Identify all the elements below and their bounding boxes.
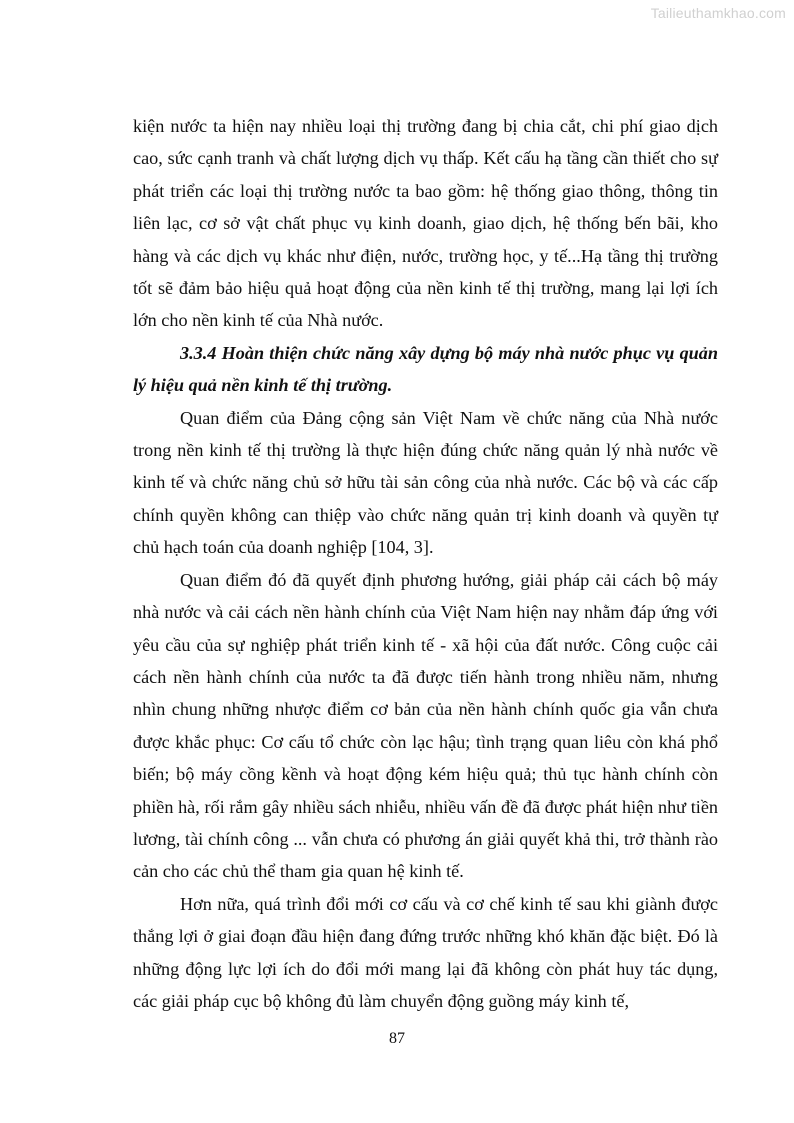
document-body xyxy=(133,110,718,1017)
paragraph-party-viewpoint: Quan điểm của Đảng cộng sản Việt Nam về chức năng của Nhà nước trong nền kinh tế thị trường là thực hiện đúng chức năng quản lý nhà nước về kinh tế và chức năng chủ sở hữu tài sản công của nhà nước. Các bộ và các cấp chính quyền không can thiệp vào chức năng quản trị kinh doanh và quyền tự chủ hạch toán của doanh nghiệp [104, 3]. xyxy=(133,407,718,558)
section-heading: 3.3.4 Hoàn thiện chức năng xây dựng bộ máy nhà nước phục vụ quản lý hiệu quả nền kinh tế thị trường. xyxy=(133,342,718,396)
watermark-text: Tailieuthamkhao.com xyxy=(650,5,786,21)
paragraph-continuation: kiện nước ta hiện nay nhiều loại thị trường đang bị chia cắt, chi phí giao dịch cao, sức cạnh tranh và chất lượng dịch vụ thấp. Kết cấu hạ tầng cần thiết cho sự phát triển các loại thị trường nước ta bao gồm: hệ thống giao thông, thông tin liên lạc, cơ sở vật chất phục vụ kinh doanh, giao dịch, hệ thống bến bãi, kho hàng và các dịch vụ khác như điện, nước, trường học, y tế...Hạ tầng thị trường tốt sẽ đảm bảo hiệu quả hoạt động của nền kinh tế thị trường, mang lại lợi ích lớn cho nền kinh tế của Nhà nước. xyxy=(133,116,718,331)
page-number: 87 xyxy=(389,1030,405,1047)
paragraph-further-difficulties: Hơn nữa, quá trình đổi mới cơ cấu và cơ chế kinh tế sau khi giành được thắng lợi ở giai đoạn đầu hiện đang đứng trước những khó khăn đặc biệt. Đó là những động lực lợi ích do đổi mới mang lại đã không còn phát huy tác dụng, các giải pháp cục bộ không đủ làm chuyển động guồng máy kinh tế, xyxy=(133,893,718,1011)
paragraph-reform-direction: Quan điểm đó đã quyết định phương hướng, giải pháp cải cách bộ máy nhà nước và cải cách nền hành chính của Việt Nam hiện nay nhằm đáp ứng với yêu cầu của sự nghiệp phát triển kinh tế - xã hội của đất nước. Công cuộc cải cách nền hành chính của nước ta đã được tiến hành trong nhiều năm, nhưng nhìn chung những nhược điểm cơ bản của nền hành chính quốc gia vẫn chưa được khắc phục: Cơ cấu tổ chức còn lạc hậu; tình trạng quan liêu còn khá phổ biến; bộ máy cồng kềnh và hoạt động kém hiệu quả; thủ tục hành chính còn phiền hà, rối rắm gây nhiều sách nhiễu, nhiều vấn đề đã được phát hiện như tiền lương, tài chính công ... vẫn chưa có phương án giải quyết khả thi, trở thành rào cản cho các chủ thể tham gia quan hệ kinh tế. xyxy=(133,569,718,882)
